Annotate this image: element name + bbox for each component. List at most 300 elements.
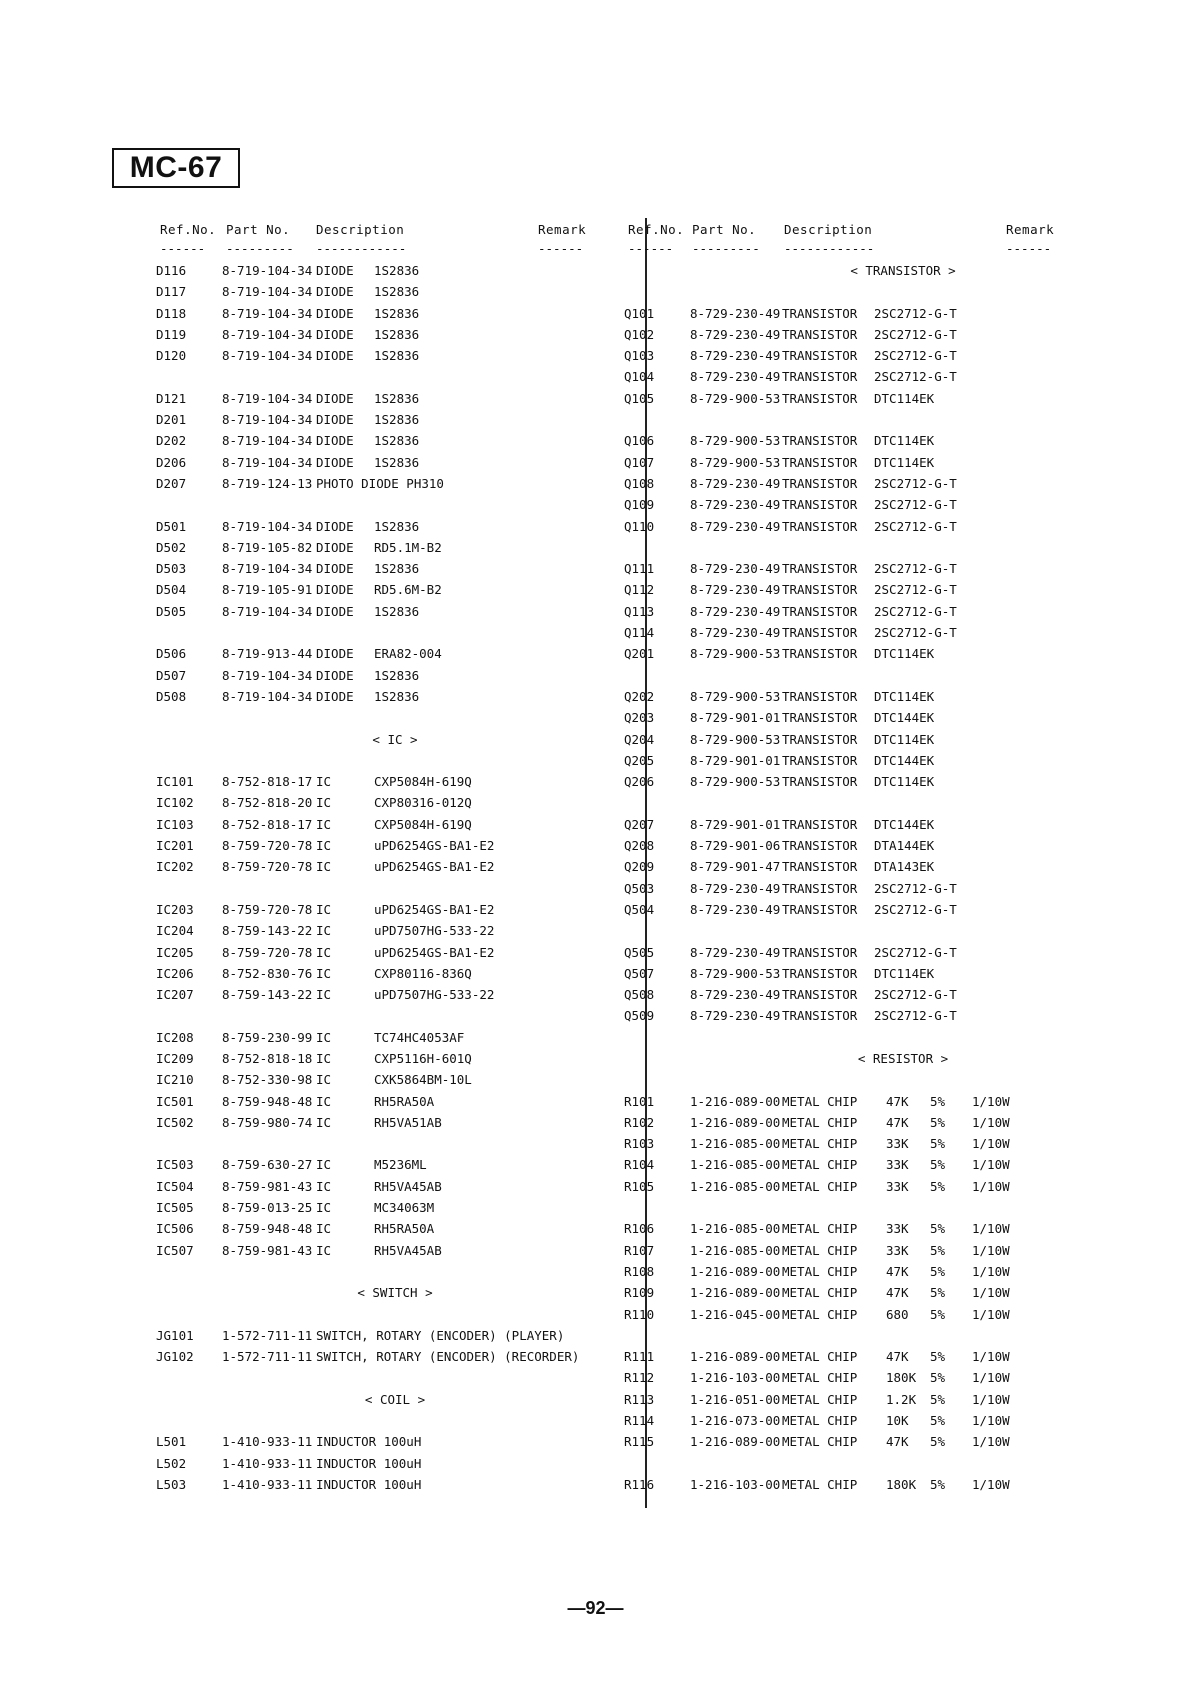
tolerance: 5% <box>930 1263 946 1279</box>
value: 47K <box>886 1349 909 1365</box>
description: IC <box>316 1178 332 1194</box>
table-row <box>624 1176 1138 1197</box>
table-row <box>624 963 1138 984</box>
part-no: 1-216-085-00 <box>690 1157 781 1173</box>
value: 33K <box>886 1178 909 1194</box>
part-no: 8-729-230-49 <box>690 497 781 513</box>
description: METAL CHIP <box>782 1242 858 1258</box>
ref-no: D121 <box>156 390 187 406</box>
table-row <box>156 473 630 494</box>
description: IC <box>316 1221 332 1237</box>
part-no: 8-719-104-34 <box>222 433 313 449</box>
part-no: 8-719-913-44 <box>222 646 313 662</box>
table-row <box>156 303 630 324</box>
table-row <box>156 984 630 1005</box>
ref-no: D507 <box>156 667 187 683</box>
ref-no: R103 <box>624 1136 655 1152</box>
row-spacer <box>668 281 1138 302</box>
part-no: 1-216-089-00 <box>690 1263 781 1279</box>
tolerance: 5% <box>930 1136 946 1152</box>
description: TRANSISTOR <box>782 625 858 641</box>
spec: 2SC2712-G-T <box>874 369 957 385</box>
ref-header: Ref.No. <box>160 222 217 237</box>
tolerance: 5% <box>930 1242 946 1258</box>
part-no: 8-752-818-20 <box>222 795 313 811</box>
spec: 2SC2712-G-T <box>874 987 957 1003</box>
description: METAL CHIP <box>782 1263 858 1279</box>
ref-no: IC103 <box>156 816 194 832</box>
description: TRANSISTOR <box>782 433 858 449</box>
description: SWITCH, ROTARY (ENCODER) (PLAYER) <box>316 1327 565 1343</box>
spec: CXP80316-012Q <box>374 795 472 811</box>
ref-no: IC205 <box>156 944 194 960</box>
part-no: 8-729-901-01 <box>690 752 781 768</box>
remark-header: Remark <box>538 222 587 237</box>
description: TRANSISTOR <box>782 731 858 747</box>
description: DIODE <box>316 667 354 683</box>
tolerance: 5% <box>930 1413 946 1429</box>
spec: uPD6254GS-BA1-E2 <box>374 944 495 960</box>
table-row <box>156 537 630 558</box>
part-no: 8-752-830-76 <box>222 965 313 981</box>
table-row <box>156 1154 630 1175</box>
row-spacer <box>160 1304 630 1325</box>
description: METAL CHIP <box>782 1178 858 1194</box>
description: IC <box>316 838 332 854</box>
wattage: 1/10W <box>972 1114 1010 1130</box>
part-no: 8-752-330-98 <box>222 1072 313 1088</box>
tolerance: 5% <box>930 1434 946 1450</box>
spec: 1S2836 <box>374 561 420 577</box>
spec: DTC144EK <box>874 816 935 832</box>
table-row <box>156 1346 630 1367</box>
spec: RH5RA50A <box>374 1093 435 1109</box>
description: DIODE <box>316 646 354 662</box>
spec: uPD7507HG-533-22 <box>374 923 495 939</box>
row-spacer <box>668 920 1138 941</box>
part-no: 8-729-230-49 <box>690 305 781 321</box>
row-spacer <box>668 1453 1138 1474</box>
wattage: 1/10W <box>972 1242 1010 1258</box>
spec: 1S2836 <box>374 348 420 364</box>
spec: 1S2836 <box>374 518 420 534</box>
part-no: 8-719-124-13 <box>222 475 313 491</box>
value: 33K <box>886 1136 909 1152</box>
table-row <box>156 963 630 984</box>
table-row <box>624 686 1138 707</box>
part-no: 8-719-104-34 <box>222 263 313 278</box>
spec: DTA144EK <box>874 838 935 854</box>
spec: 1S2836 <box>374 284 420 300</box>
spec: RH5VA45AB <box>374 1242 442 1258</box>
description: TRANSISTOR <box>782 497 858 513</box>
spec: DTC114EK <box>874 774 935 790</box>
ref-no: Q105 <box>624 390 655 406</box>
ref-no: D116 <box>156 263 187 278</box>
part-no: 8-759-230-99 <box>222 1029 313 1045</box>
ref-no: Q114 <box>624 625 655 641</box>
ref-no: IC204 <box>156 923 194 939</box>
table-row <box>624 1389 1138 1410</box>
description: IC <box>316 965 332 981</box>
part-no: 1-216-089-00 <box>690 1114 781 1130</box>
spec: 2SC2712-G-T <box>874 305 957 321</box>
description: METAL CHIP <box>782 1114 858 1130</box>
description: TRANSISTOR <box>782 582 858 598</box>
value: 10K <box>886 1413 909 1429</box>
spec: 1S2836 <box>374 412 420 428</box>
description: TRANSISTOR <box>782 752 858 768</box>
table-row <box>624 1091 1138 1112</box>
description: TRANSISTOR <box>782 603 858 619</box>
ref-no: Q203 <box>624 710 655 726</box>
wattage: 1/10W <box>972 1476 1010 1492</box>
part-no: 8-719-105-91 <box>222 582 313 598</box>
table-row <box>156 942 630 963</box>
tolerance: 5% <box>930 1476 946 1492</box>
spec: DTC114EK <box>874 454 935 470</box>
description: DIODE <box>316 326 354 342</box>
description: TRANSISTOR <box>782 561 858 577</box>
description: TRANSISTOR <box>782 518 858 534</box>
ref-no: R106 <box>624 1221 655 1237</box>
table-row <box>624 814 1138 835</box>
spec: 2SC2712-G-T <box>874 561 957 577</box>
description: METAL CHIP <box>782 1285 858 1301</box>
parts-list-right <box>624 222 1138 1495</box>
description: SWITCH, ROTARY (ENCODER) (RECORDER) <box>316 1349 580 1365</box>
part-no: 1-216-085-00 <box>690 1242 781 1258</box>
wattage: 1/10W <box>972 1434 1010 1450</box>
parts-list-left <box>156 222 630 1495</box>
description: DIODE <box>316 348 354 364</box>
part-no: 8-759-720-78 <box>222 859 313 875</box>
wattage: 1/10W <box>972 1285 1010 1301</box>
spec: 2SC2712-G-T <box>874 603 957 619</box>
description: IC <box>316 1029 332 1045</box>
spec: 1S2836 <box>374 326 420 342</box>
tolerance: 5% <box>930 1391 946 1407</box>
ref-rule: ------ <box>160 241 206 256</box>
row-spacer <box>668 409 1138 430</box>
spec: M5236ML <box>374 1157 427 1173</box>
spec: 2SC2712-G-T <box>874 348 957 364</box>
table-row <box>624 579 1138 600</box>
description: TRANSISTOR <box>782 326 858 342</box>
description: INDUCTOR 100uH <box>316 1455 422 1471</box>
part-no: 8-719-104-34 <box>222 667 313 683</box>
section-heading: < TRANSISTOR > <box>850 263 956 278</box>
ref-no: IC208 <box>156 1029 194 1045</box>
table-row <box>624 1133 1138 1154</box>
spec: uPD7507HG-533-22 <box>374 987 495 1003</box>
part-no: 8-719-104-34 <box>222 390 313 406</box>
table-row <box>156 260 630 281</box>
table-row <box>156 1325 630 1346</box>
table-row <box>156 1431 630 1452</box>
row-spacer <box>160 878 630 899</box>
part-no: 8-759-948-48 <box>222 1093 313 1109</box>
table-row <box>624 750 1138 771</box>
spec: 2SC2712-G-T <box>874 944 957 960</box>
ref-no: Q508 <box>624 987 655 1003</box>
spec: CXP5084H-619Q <box>374 816 472 832</box>
description: IC <box>316 1200 332 1216</box>
table-row <box>156 516 630 537</box>
description: METAL CHIP <box>782 1221 858 1237</box>
ref-no: L502 <box>156 1455 187 1471</box>
ref-no: R109 <box>624 1285 655 1301</box>
part-rule: --------- <box>226 241 294 256</box>
part-no: 8-729-900-53 <box>690 646 781 662</box>
table-row <box>156 1453 630 1474</box>
spec: 1S2836 <box>374 454 420 470</box>
value: 180K <box>886 1476 917 1492</box>
description: IC <box>316 987 332 1003</box>
description: DIODE <box>316 518 354 534</box>
model-title: MC-67 <box>112 148 240 188</box>
value: 180K <box>886 1370 917 1386</box>
part-no: 8-729-900-53 <box>690 731 781 747</box>
ref-no: D120 <box>156 348 187 364</box>
ref-no: Q205 <box>624 752 655 768</box>
table-row <box>156 1218 630 1239</box>
ref-no: Q101 <box>624 305 655 321</box>
table-row <box>624 1410 1138 1431</box>
table-row <box>156 814 630 835</box>
part-no: 1-216-089-00 <box>690 1093 781 1109</box>
ref-no: IC209 <box>156 1050 194 1066</box>
table-row <box>624 473 1138 494</box>
part-no: 8-719-104-34 <box>222 326 313 342</box>
part-no: 8-729-230-49 <box>690 369 781 385</box>
spec: RH5VA51AB <box>374 1114 442 1130</box>
table-row <box>156 409 630 430</box>
ref-header: Ref.No. <box>628 222 685 237</box>
wattage: 1/10W <box>972 1263 1010 1279</box>
table-row <box>624 1474 1138 1495</box>
table-row <box>624 1282 1138 1303</box>
ref-no: D508 <box>156 688 187 704</box>
ref-no: D506 <box>156 646 187 662</box>
table-row <box>624 601 1138 622</box>
ref-no: JG102 <box>156 1349 194 1365</box>
ref-no: Q109 <box>624 497 655 513</box>
description: IC <box>316 1072 332 1088</box>
desc-rule: ------------ <box>316 241 407 256</box>
table-row <box>624 942 1138 963</box>
row-spacer <box>668 665 1138 686</box>
part-no: 1-216-089-00 <box>690 1349 781 1365</box>
spec: uPD6254GS-BA1-E2 <box>374 838 495 854</box>
ref-no: IC101 <box>156 774 194 790</box>
right-rows <box>624 260 1138 1495</box>
description: METAL CHIP <box>782 1349 858 1365</box>
row-spacer <box>668 1325 1138 1346</box>
ref-no: R115 <box>624 1434 655 1450</box>
table-row <box>156 1112 630 1133</box>
spec: uPD6254GS-BA1-E2 <box>374 859 495 875</box>
row-spacer <box>668 1069 1138 1090</box>
part-no: 8-759-720-78 <box>222 838 313 854</box>
table-row <box>624 1261 1138 1282</box>
ref-no: Q113 <box>624 603 655 619</box>
spec: RH5RA50A <box>374 1221 435 1237</box>
ref-no: Q112 <box>624 582 655 598</box>
description: IC <box>316 1093 332 1109</box>
table-row <box>156 388 630 409</box>
row-spacer <box>160 1261 630 1282</box>
wattage: 1/10W <box>972 1178 1010 1194</box>
description: METAL CHIP <box>782 1413 858 1429</box>
part-no: 8-752-818-17 <box>222 816 313 832</box>
spec: DTC114EK <box>874 731 935 747</box>
spec: 2SC2712-G-T <box>874 518 957 534</box>
section-heading: < COIL > <box>364 1391 426 1407</box>
description: TRANSISTOR <box>782 901 858 917</box>
ref-no: Q202 <box>624 688 655 704</box>
table-row <box>156 771 630 792</box>
spec: RD5.6M-B2 <box>374 582 442 598</box>
table-row <box>624 1346 1138 1367</box>
table-row <box>624 1367 1138 1388</box>
spec: 2SC2712-G-T <box>874 880 957 896</box>
spec: DTC144EK <box>874 710 935 726</box>
description: TRANSISTOR <box>782 944 858 960</box>
ref-no: D502 <box>156 539 187 555</box>
ref-no: D505 <box>156 603 187 619</box>
table-row <box>156 920 630 941</box>
part-no: 1-572-711-11 <box>222 1327 313 1343</box>
part-no: 8-729-900-53 <box>690 774 781 790</box>
part-no: 8-759-143-22 <box>222 923 313 939</box>
wattage: 1/10W <box>972 1093 1010 1109</box>
table-row <box>624 1154 1138 1175</box>
part-no: 8-729-230-49 <box>690 518 781 534</box>
table-row <box>624 643 1138 664</box>
part-no: 8-729-230-49 <box>690 625 781 641</box>
spec: MC34063M <box>374 1200 435 1216</box>
part-no: 8-752-818-18 <box>222 1050 313 1066</box>
tolerance: 5% <box>930 1370 946 1386</box>
table-row <box>156 558 630 579</box>
description: TRANSISTOR <box>782 987 858 1003</box>
part-no: 8-719-104-34 <box>222 518 313 534</box>
spec: DTC114EK <box>874 688 935 704</box>
table-row <box>156 899 630 920</box>
ref-no: R101 <box>624 1093 655 1109</box>
ref-no: IC210 <box>156 1072 194 1088</box>
description: DIODE <box>316 390 354 406</box>
spec: DTC114EK <box>874 390 935 406</box>
ref-no: L501 <box>156 1434 187 1450</box>
spec: CXP5084H-619Q <box>374 774 472 790</box>
part-no: 8-729-901-47 <box>690 859 781 875</box>
spec: 1S2836 <box>374 433 420 449</box>
part-no: 8-759-981-43 <box>222 1178 313 1194</box>
table-row <box>624 835 1138 856</box>
table-row <box>624 1431 1138 1452</box>
tolerance: 5% <box>930 1178 946 1194</box>
description: IC <box>316 1114 332 1130</box>
spec: CXP5116H-601Q <box>374 1050 472 1066</box>
description: DIODE <box>316 263 354 278</box>
description: METAL CHIP <box>782 1306 858 1322</box>
part-no: 8-729-900-53 <box>690 390 781 406</box>
part-header: Part No. <box>226 222 291 237</box>
ref-no: IC505 <box>156 1200 194 1216</box>
part-no: 8-759-981-43 <box>222 1242 313 1258</box>
part-no: 8-729-230-49 <box>690 326 781 342</box>
description: TRANSISTOR <box>782 348 858 364</box>
part-no: 1-216-045-00 <box>690 1306 781 1322</box>
part-no: 8-759-143-22 <box>222 987 313 1003</box>
part-no: 1-572-711-11 <box>222 1349 313 1365</box>
description: DIODE <box>316 539 354 555</box>
part-rule: --------- <box>692 241 760 256</box>
ref-no: Q509 <box>624 1008 655 1024</box>
spec: TC74HC4053AF <box>374 1029 465 1045</box>
row-spacer <box>160 1133 630 1154</box>
description: DIODE <box>316 412 354 428</box>
part-no: 8-719-104-34 <box>222 284 313 300</box>
row-spacer <box>160 707 630 728</box>
page-number: —92— <box>567 1598 624 1618</box>
ref-no: Q106 <box>624 433 655 449</box>
spec: DTC114EK <box>874 646 935 662</box>
spec: ERA82-004 <box>374 646 442 662</box>
value: 1.2K <box>886 1391 917 1407</box>
table-row <box>624 452 1138 473</box>
part-no: 8-719-104-34 <box>222 412 313 428</box>
description: TRANSISTOR <box>782 859 858 875</box>
ref-no: Q503 <box>624 880 655 896</box>
description: IC <box>316 859 332 875</box>
table-row <box>624 707 1138 728</box>
description: METAL CHIP <box>782 1476 858 1492</box>
row-spacer <box>160 494 630 515</box>
description: IC <box>316 816 332 832</box>
table-row <box>156 345 630 366</box>
wattage: 1/10W <box>972 1370 1010 1386</box>
part-no: 1-216-089-00 <box>690 1434 781 1450</box>
part-no: 8-719-105-82 <box>222 539 313 555</box>
ref-no: IC203 <box>156 901 194 917</box>
table-row <box>624 558 1138 579</box>
column-header <box>160 222 630 260</box>
description: TRANSISTOR <box>782 965 858 981</box>
ref-no: R107 <box>624 1242 655 1258</box>
part-no: 8-759-948-48 <box>222 1221 313 1237</box>
ref-no: Q201 <box>624 646 655 662</box>
left-rows <box>156 260 630 1495</box>
part-no: 8-729-230-49 <box>690 1008 781 1024</box>
ref-no: D118 <box>156 305 187 321</box>
ref-no: R114 <box>624 1413 655 1429</box>
ref-no: D206 <box>156 454 187 470</box>
table-row <box>624 388 1138 409</box>
ref-no: IC202 <box>156 859 194 875</box>
description: METAL CHIP <box>782 1157 858 1173</box>
ref-no: R104 <box>624 1157 655 1173</box>
part-no: 8-729-901-01 <box>690 710 781 726</box>
ref-no: R108 <box>624 1263 655 1279</box>
part-no: 8-719-104-34 <box>222 603 313 619</box>
wattage: 1/10W <box>972 1221 1010 1237</box>
description: TRANSISTOR <box>782 816 858 832</box>
spec: RD5.1M-B2 <box>374 539 442 555</box>
ref-no: Q504 <box>624 901 655 917</box>
